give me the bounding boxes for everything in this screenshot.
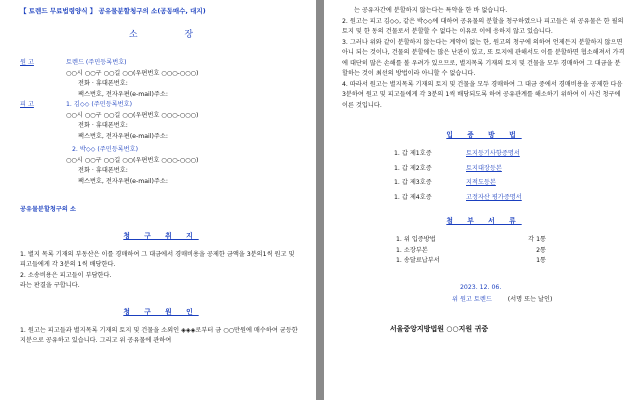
plaintiff-row <box>20 58 302 69</box>
cause-continuation: 는 공유자간에 분할하지 않는다는 특약을 한 바 없습니다. <box>354 7 508 14</box>
court-name: 서울중앙지방법원 ○○지원 귀중 <box>389 324 489 333</box>
claim-item-1: 1. 별지 목록 기재의 부동산은 이를 경매하여 그 대금에서 경매비용을 공제한 금액을 3분의1씩 원고 및 피고들에게 각 3분의 1씩 배당한다. <box>20 250 295 268</box>
defendant2-phone: 전화 · 휴대폰번호: <box>78 167 128 174</box>
document-header: 【 토렌드 무료법령양식 】 공유물분할청구의 소(공동매수, 대지) <box>20 7 206 15</box>
evidence-name: 토지대장등본 <box>466 164 502 172</box>
evidence-number: 1. 갑 제1호증 <box>394 150 432 157</box>
defendant-row <box>20 100 302 111</box>
evidence-number: 1. 갑 제4호증 <box>394 193 432 201</box>
defendant1-name: 1. 김◇◇ (주민등록번호) <box>66 101 133 108</box>
plaintiff-name: 토렌드 (주민등록번호) <box>66 59 127 66</box>
document-page-right[interactable] <box>324 0 640 400</box>
defendant2-address: ○○시 ○○구 ○○길 ○○(우편번호 ○○○-○○○) <box>66 156 199 164</box>
attachment-name: 1. 송달료납부서 <box>396 257 440 264</box>
attachment-count: 1통 <box>536 257 546 264</box>
plaintiff-address: ○○시 ○○구 ○○길 ○○(우편번호 ○○○-○○○) <box>66 69 199 77</box>
defendant1-phone: 전화 · 휴대폰번호: <box>78 122 128 129</box>
document-date: 2023. 12. 06. <box>460 283 502 291</box>
claim-closing: 라는 판결을 구합니다. <box>20 282 80 289</box>
claim-section-title: 청 구 취 지 <box>123 231 199 240</box>
defendant1-fax: 팩스번호, 전자우편(e-mail)주소: <box>78 132 168 140</box>
claim-item-2: 2. 소송비용은 피고들이 부담한다. <box>20 271 112 279</box>
attachment-row <box>342 246 626 257</box>
evidence-name: 고정자산 평가증명서 <box>466 193 522 201</box>
document-page-left[interactable] <box>0 0 316 400</box>
sign-note: (서명 또는 날인) <box>507 296 553 303</box>
evidence-name: 토지등기사항증명서 <box>466 150 520 157</box>
attachment-count: 각 1통 <box>528 236 546 243</box>
cause-item-2: 2. 원고는 피고 김◇◇, 같은 박◇◇에 대하여 공유물의 분할을 청구하였으나 피고들은 위 공유물은 한 필의 토지 및 한 동의 건물로서 분할할 수 없다는 이유로 이에 응하지 않고 있습니다. <box>342 17 624 35</box>
defendant-label: 피 고 <box>20 101 34 108</box>
signer-name: 위 원고 토렌드 <box>452 296 492 303</box>
evidence-row <box>342 178 626 189</box>
evidence-row <box>342 149 626 160</box>
signature-line <box>452 295 626 306</box>
document-title: 소 장 <box>128 30 216 40</box>
attachment-row <box>342 235 626 246</box>
cause-section-title: 청 구 원 인 <box>123 307 199 316</box>
defendant2-name: 2. 박◇◇ (주민등록번호) <box>72 146 139 153</box>
defendant1-address: ○○시 ○○구 ○○길 ○○(우편번호 ○○○-○○○) <box>66 111 199 119</box>
case-name: 공유물분할청구의 소 <box>20 206 76 213</box>
plaintiff-label: 원 고 <box>20 59 34 66</box>
evidence-number: 1. 갑 제3호증 <box>394 179 432 186</box>
attachment-count: 2통 <box>536 246 546 254</box>
attachment-name: 1. 위 입증방법 <box>396 236 436 243</box>
attachment-list <box>342 235 626 267</box>
evidence-row <box>342 193 626 204</box>
plaintiff-fax: 팩스번호, 전자우편(e-mail)주소: <box>78 90 168 98</box>
evidence-list <box>342 149 626 203</box>
cause-item-1: 1. 원고는 피고들과 별지목록 기재의 토지 및 건물을 소외인 ◈◈◈로부터 금 ○○만원에 매수하여 균등한 지분으로 공유하고 있습니다. 그리고 위 공유물에 관하여 <box>20 326 298 344</box>
evidence-name: 지적도등본 <box>466 179 496 186</box>
attachment-name: 1. 소장부본 <box>396 246 428 254</box>
evidence-number: 1. 갑 제2호증 <box>394 164 432 172</box>
evidence-section-title: 입 증 방 법 <box>446 131 522 139</box>
attachment-section-title: 첨 부 서 류 <box>446 217 522 225</box>
evidence-row <box>342 164 626 175</box>
cause-item-4: 4. 따라서 원고는 별지목록 기재의 토지 및 건물을 모두 경매하여 그 대금 중에서 경매비용을 공제한 다음 3분하여 원고 및 피고들에게 각 3분의 1씩 배당되도록 하여 공유관계를 해소하기 위하여 이 사건 청구에 이른 것입니다. <box>342 80 623 109</box>
plaintiff-phone: 전화 · 휴대폰번호: <box>78 80 128 87</box>
cause-item-3: 3. 그러나 위와 같이 분할하지 않는다는 계약이 없는 한, 원고의 청구에 의하여 언제든지 분할하지 않으면 아니 되는 것이나, 건물의 분할에는 많은 난관이 있고, 또 토지에 관해서도 이를 분할하면 협소해져서 가격에 대단히 많은 손해를 볼 우려가 있으므로, 별지목록 기재의 토지 및 건물을 모두 경매하여 그 대금을 분할하는 것이 최선의 방법이라 아니할 수 없습니다. <box>342 38 625 77</box>
attachment-row <box>342 256 626 267</box>
defendant2-fax: 팩스번호, 전자우편(e-mail)주소: <box>78 177 168 185</box>
